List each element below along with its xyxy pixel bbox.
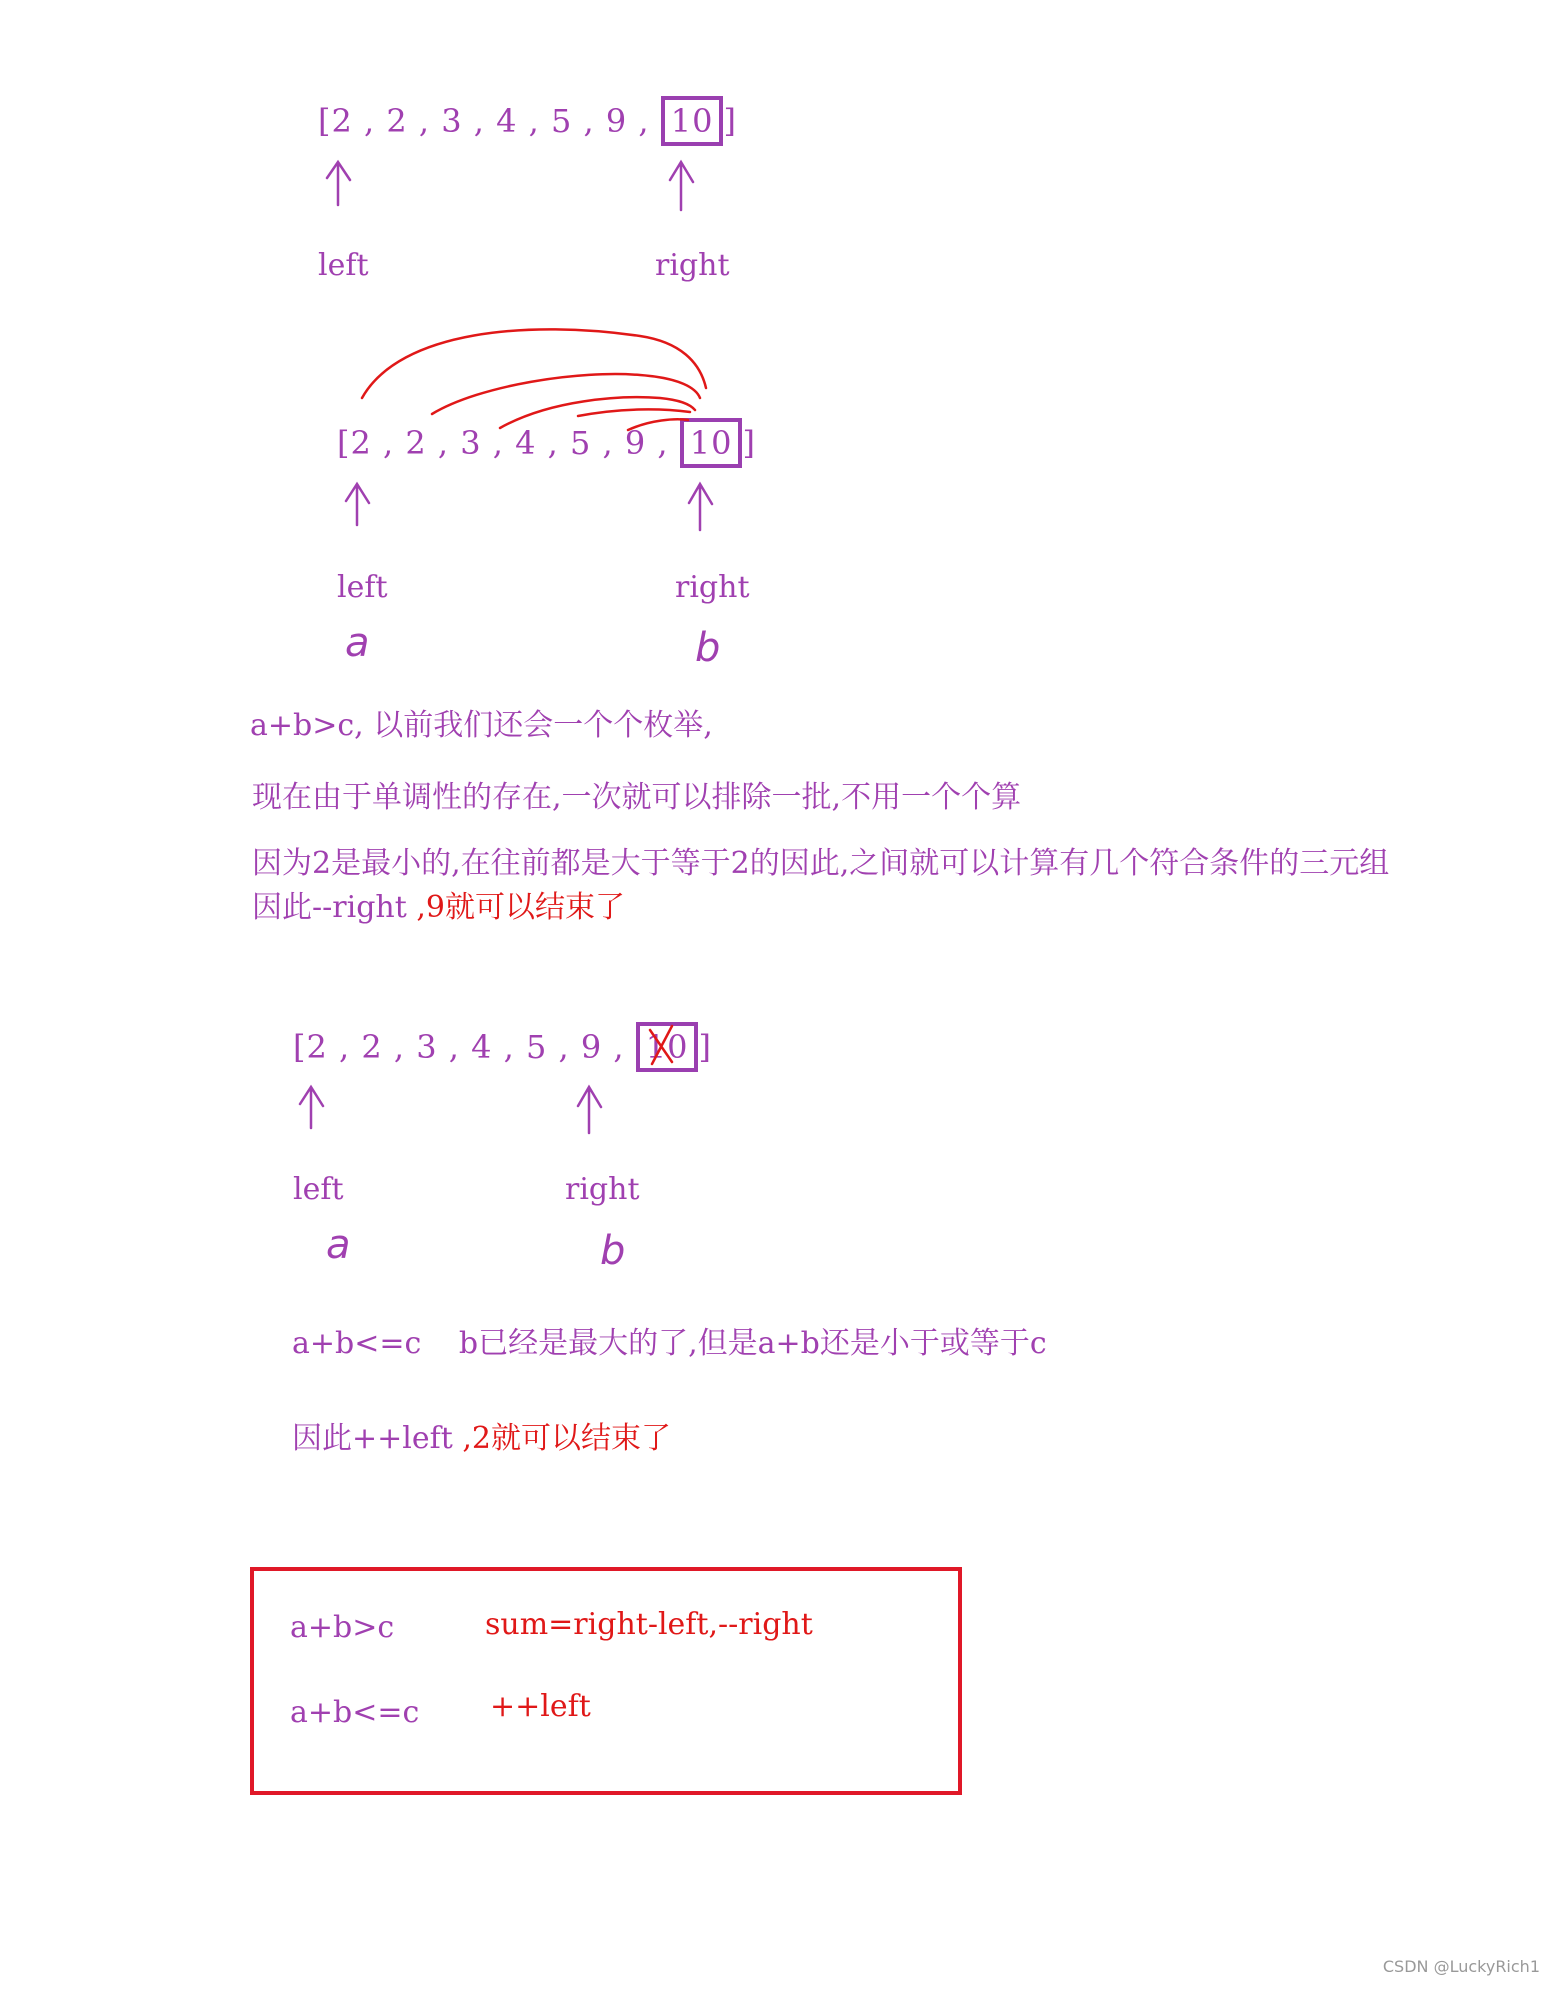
open-bracket: [	[318, 102, 332, 140]
note-decrement-right-code: 因此--right	[252, 890, 407, 925]
target-element-box: 10	[636, 1022, 699, 1072]
array-item: 5	[550, 102, 573, 140]
array-item: 4	[496, 102, 518, 140]
separator: ,	[503, 1028, 515, 1066]
left-pointer-label: left	[318, 248, 369, 283]
separator: ,	[393, 1028, 406, 1066]
pair-arc	[432, 374, 700, 414]
array-item: 3	[460, 424, 482, 462]
separator: ,	[547, 424, 559, 462]
right-pointer-label: right	[655, 248, 730, 283]
separator: ,	[602, 424, 614, 462]
left-pointer-arrow	[346, 484, 369, 525]
array-item: 9	[624, 424, 647, 462]
cross-out-mark	[650, 1026, 672, 1064]
summary-cond-greater: a+b>c	[290, 1610, 395, 1645]
array-item: 2	[331, 102, 353, 140]
array-item: 4	[515, 424, 537, 462]
pair-arc	[362, 329, 706, 398]
separator: ,	[638, 102, 650, 140]
pair-arc	[578, 409, 690, 416]
array-item: 2	[350, 424, 372, 462]
open-bracket: [	[293, 1028, 307, 1066]
separator: ,	[657, 424, 669, 462]
left-pointer-arrow	[300, 1087, 323, 1128]
array-item: 3	[441, 102, 463, 140]
array-item: 2	[306, 1028, 328, 1066]
b-handwritten-mark: b	[600, 1228, 626, 1274]
note-min-reason: 因为2是最小的,在往前都是大于等于2的因此,之间就可以计算有几个符合条件的三元组	[252, 846, 1390, 881]
target-element-box: 10	[680, 418, 743, 468]
target-element-box: 10	[661, 96, 724, 146]
left-pointer-arrow	[327, 162, 350, 205]
right-pointer-label: right	[565, 1172, 640, 1207]
array-item: 5	[525, 1028, 548, 1066]
separator: ,	[558, 1028, 570, 1066]
separator: ,	[339, 1028, 351, 1066]
watermark: CSDN @LuckyRich1	[1382, 1957, 1540, 1976]
separator: ,	[583, 102, 595, 140]
a-handwritten-mark: a	[326, 1222, 351, 1268]
separator: ,	[528, 102, 540, 140]
note-monotonic: 现在由于单调性的存在,一次就可以排除一批,不用一个个算	[252, 780, 1022, 815]
b-handwritten-mark: b	[695, 625, 721, 671]
close-bracket: ]	[742, 424, 756, 462]
close-bracket: ]	[698, 1028, 712, 1066]
close-bracket: ]	[723, 102, 737, 140]
note-increment-left-code: 因此++left	[292, 1421, 453, 1456]
summary-action-greater: sum=right-left,--right	[485, 1607, 813, 1642]
array-item: 4	[471, 1028, 493, 1066]
summary-action-lessequal: ++left	[490, 1689, 591, 1724]
pair-arc	[628, 419, 688, 430]
note-b-max-text: b已经是最大的了,但是a+b还是小于或等于c	[458, 1326, 1047, 1361]
right-pointer-arrow	[578, 1087, 601, 1133]
array-item-crossed-out: 9	[580, 1028, 603, 1066]
array-item: 3	[416, 1028, 438, 1066]
separator: ,	[448, 1028, 460, 1066]
array-item: 2	[386, 102, 408, 140]
note-decrement-right-result: ,9就可以结束了	[406, 890, 625, 925]
array-item: 2	[405, 424, 427, 462]
note-enumerate: a+b>c, 以前我们还会一个个枚举,	[250, 708, 713, 743]
note-b-max-cond: a+b<=c	[292, 1326, 422, 1361]
array-item: 5	[569, 424, 592, 462]
separator: ,	[492, 424, 504, 462]
array-item: 2	[361, 1028, 383, 1066]
right-pointer-arrow	[670, 162, 693, 210]
right-pointer-label: right	[675, 570, 750, 605]
note-increment-left-result: ,2就可以结束了	[452, 1421, 671, 1456]
separator: ,	[418, 102, 431, 140]
separator: ,	[437, 424, 450, 462]
right-pointer-arrow	[689, 484, 712, 530]
array-item: 9	[605, 102, 628, 140]
separator: ,	[473, 102, 485, 140]
left-pointer-label: left	[293, 1172, 344, 1207]
separator: ,	[383, 424, 395, 462]
separator: ,	[364, 102, 376, 140]
open-bracket: [	[337, 424, 351, 462]
summary-cond-lessequal: a+b<=c	[290, 1695, 420, 1730]
separator: ,	[613, 1028, 625, 1066]
left-pointer-label: left	[337, 570, 388, 605]
a-handwritten-mark: a	[345, 620, 370, 666]
